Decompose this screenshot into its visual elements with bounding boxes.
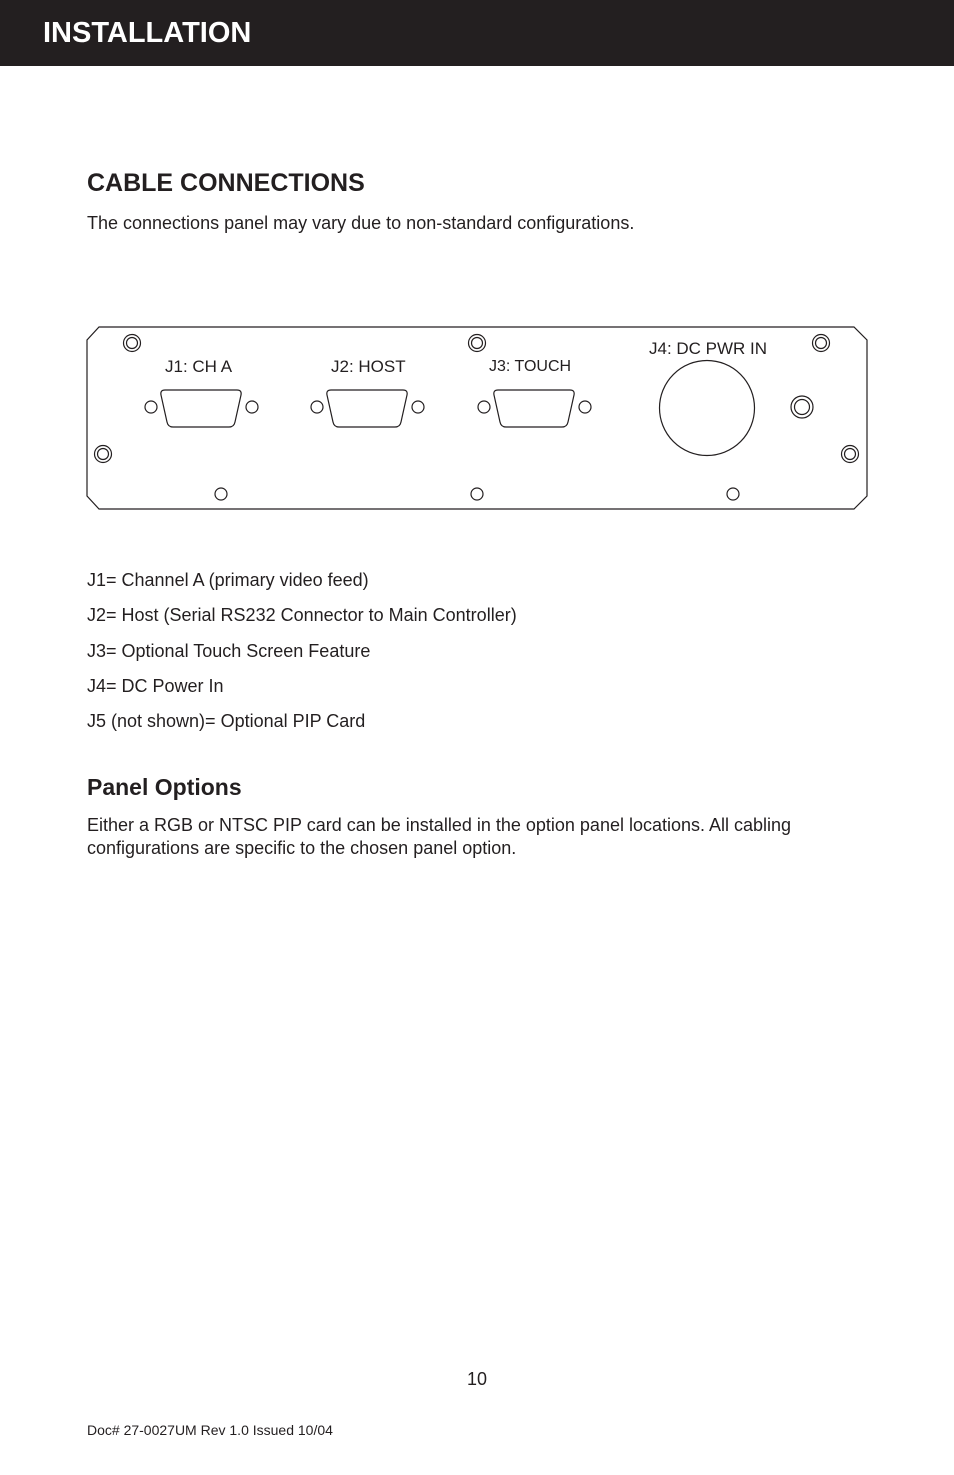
screw-power-side — [791, 396, 813, 418]
legend-item-j4: J4= DC Power In — [87, 675, 224, 696]
page-number: 10 — [466, 1369, 488, 1389]
bottom-hole-left — [215, 488, 227, 500]
j1-db9-connector — [145, 390, 258, 427]
screw-top-center — [469, 335, 486, 352]
panel-options-text: Either a RGB or NTSC PIP card can be installed in the option panel locations. All cabling configurations are specific to the chosen panel option. — [87, 815, 792, 858]
j1-label: J1: CH A — [165, 357, 233, 376]
j3-db9-connector — [478, 390, 591, 427]
legend-item-j1: J1= Channel A (primary video feed) — [87, 570, 369, 590]
panel-options-title: Panel Options — [87, 774, 242, 800]
screw-top-right — [813, 335, 830, 352]
screw-right — [842, 446, 859, 463]
header-title: INSTALLATION — [43, 17, 252, 49]
header-bar — [0, 0, 954, 66]
bottom-hole-center — [471, 488, 483, 500]
connector-legend — [87, 568, 517, 744]
j4-label: J4: DC PWR IN — [649, 339, 768, 358]
j3-label: J3: TOUCH — [489, 358, 572, 375]
screw-left — [95, 446, 112, 463]
section-title: CABLE CONNECTIONS — [87, 169, 365, 197]
j4-dc-power-jack — [660, 361, 755, 456]
legend-item-j3: J3= Optional Touch Screen Feature — [87, 640, 371, 661]
legend-item-j2: J2= Host (Serial RS232 Connector to Main Controller) — [87, 605, 517, 626]
screw-top-left — [124, 335, 141, 352]
section-intro: The connections panel may vary due to non-standard configurations. — [87, 213, 635, 233]
j2-db9-connector — [311, 390, 424, 427]
connections-panel-diagram — [86, 326, 870, 512]
document-id: Doc# 27-0027UM Rev 1.0 Issued 10/04 — [87, 1422, 333, 1438]
j2-label: J2: HOST — [331, 357, 406, 376]
bottom-hole-right — [727, 488, 739, 500]
legend-item-j5: J5 (not shown)= Optional PIP Card — [87, 711, 366, 732]
